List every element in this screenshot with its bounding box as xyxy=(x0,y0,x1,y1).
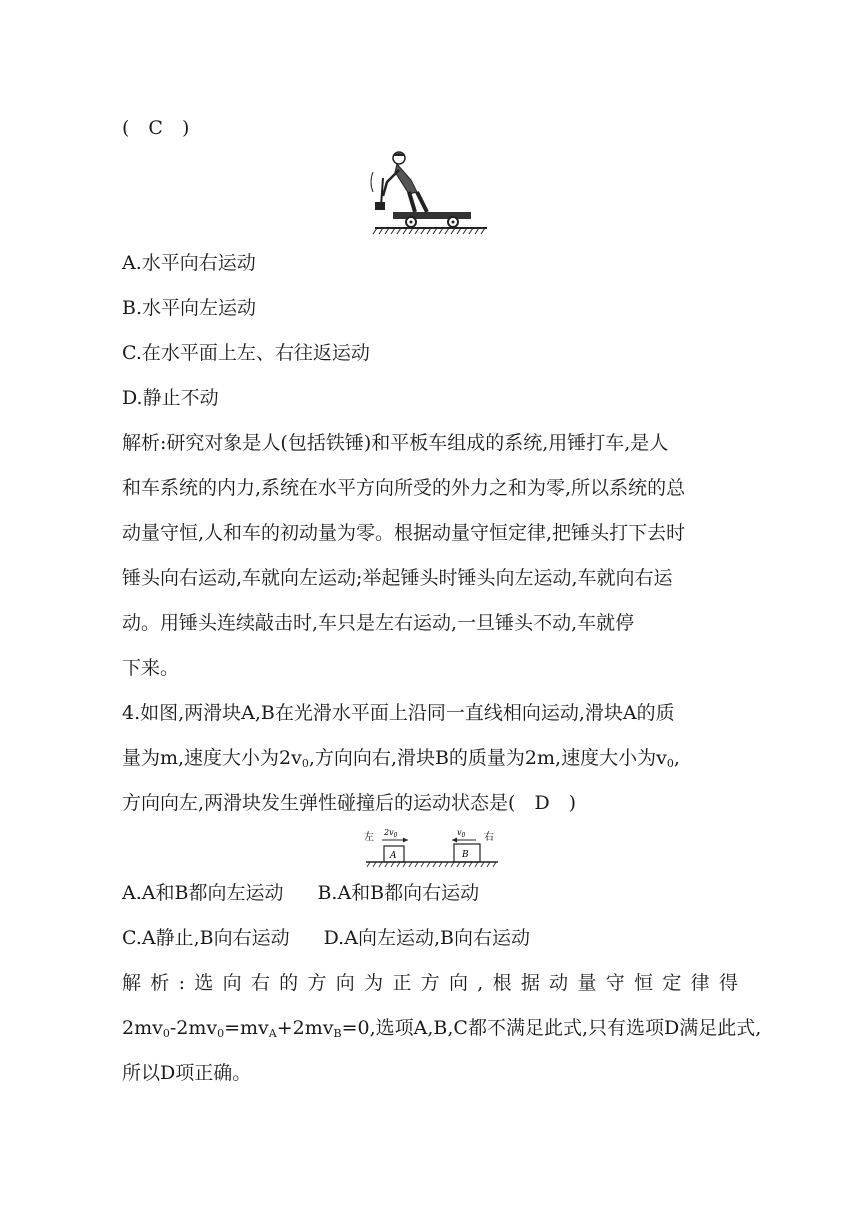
q3-analysis-line-6: 下来。 xyxy=(122,657,180,679)
analysis-char: 动 xyxy=(549,972,569,994)
left-label: 左 xyxy=(364,832,374,843)
a-velocity-label: $2v_0$ xyxy=(384,828,398,839)
analysis-char: 析 xyxy=(150,972,170,994)
q3-analysis-line-2: 和车系统的内力,系统在水平方向所受的外力之和为零,所以系统的总 xyxy=(122,477,686,499)
analysis-char: 向 xyxy=(335,972,355,994)
subscript: B xyxy=(333,1027,342,1040)
q4-analysis-line-1 xyxy=(122,969,738,997)
q4-stem-text: 量为m,速度大小为2v xyxy=(122,747,302,769)
q4-option-a: A.A和B都向左运动 xyxy=(122,882,284,904)
analysis-char: 向 xyxy=(222,972,242,994)
analysis-char: 方 xyxy=(420,972,440,994)
hammer-cart-figure xyxy=(365,148,495,238)
q3-analysis-line-3: 动量守恒,人和车的初动量为零。根据动量守恒定律,把锤头打下去时 xyxy=(122,522,686,544)
q3-analysis-line-1: 解析:研究对象是人(包括铁锤)和平板车组成的系统,用锤打车,是人 xyxy=(122,432,669,454)
analysis-char: 量 xyxy=(577,972,597,994)
q4-analysis-line-2 xyxy=(122,1014,761,1042)
analysis-char: 守 xyxy=(605,972,625,994)
block-a-label: A xyxy=(390,851,397,861)
q4-option-d: D.A向左运动,B向右运动 xyxy=(323,927,530,949)
subscript: 0 xyxy=(666,757,674,770)
analysis-char: 右 xyxy=(250,972,270,994)
formula-text: -2mv xyxy=(169,1017,218,1039)
analysis-char: 的 xyxy=(279,972,299,994)
q4-options-row-1 xyxy=(122,879,479,907)
formula-text: =mv xyxy=(224,1017,269,1039)
block-b-label: B xyxy=(462,850,469,860)
q4-stem-line-1: 4.如图,两滑块A,B在光滑水平面上沿同一直线相向运动,滑块A的质 xyxy=(122,702,675,724)
q3-option-a: A.水平向右运动 xyxy=(122,252,256,274)
b-velocity-label: $v_0$ xyxy=(457,828,466,839)
q4-options-row-2 xyxy=(122,924,530,952)
analysis-char: 定 xyxy=(662,972,682,994)
analysis-char: 选 xyxy=(194,972,214,994)
analysis-char: , xyxy=(477,972,484,994)
sliding-blocks-figure xyxy=(362,826,502,870)
formula-text: 2mv xyxy=(122,1017,163,1039)
analysis-char: 解 xyxy=(122,972,142,994)
subscript: 0 xyxy=(301,757,309,770)
analysis-char: 根 xyxy=(492,972,512,994)
q4-stem-text: , xyxy=(673,747,680,769)
q3-option-b: B.水平向左运动 xyxy=(122,297,257,319)
analysis-char: 方 xyxy=(307,972,327,994)
q3-analysis-line-4: 锤头向右运动,车就向左运动;举起锤头时锤头向左运动,车就向右运 xyxy=(122,567,673,589)
analysis-char: 向 xyxy=(448,972,468,994)
formula-text: =0,选项A,B,C都不满足此式,只有选项D满足此式, xyxy=(341,1017,762,1039)
analysis-char: 为 xyxy=(364,972,384,994)
arrow-left-icon xyxy=(452,838,457,843)
subscript: 0 xyxy=(162,1027,170,1040)
q3-option-d: D.静止不动 xyxy=(122,387,219,409)
analysis-char: 得 xyxy=(718,972,738,994)
analysis-char: 据 xyxy=(520,972,540,994)
q4-option-c: C.A静止,B向右运动 xyxy=(122,927,290,949)
arrow-right-icon xyxy=(403,838,408,843)
q4-analysis-line-3: 所以D项正确。 xyxy=(122,1062,252,1084)
q3-answer-line: ( C ) xyxy=(122,117,190,139)
q4-option-b: B.A和B都向右运动 xyxy=(317,882,480,904)
subscript: 0 xyxy=(217,1027,225,1040)
right-label: 右 xyxy=(484,832,494,843)
analysis-char: : xyxy=(178,972,185,994)
q3-analysis-line-5: 动。用锤头连续敲击时,车只是左右运动,一旦锤头不动,车就停 xyxy=(122,612,635,634)
formula-text: +2mv xyxy=(276,1017,334,1039)
q3-option-c: C.在水平面上左、右往返运动 xyxy=(122,342,370,364)
q4-stem-line-3: 方向向左,两滑块发生弹性碰撞后的运动状态是( D ) xyxy=(122,792,577,814)
analysis-char: 正 xyxy=(392,972,412,994)
q4-stem-text: ,方向向右,滑块B的质量为2m,速度大小为v xyxy=(308,747,667,769)
analysis-char: 律 xyxy=(690,972,710,994)
analysis-char: 恒 xyxy=(634,972,654,994)
subscript: A xyxy=(268,1027,277,1040)
q4-stem-line-2 xyxy=(122,744,680,772)
